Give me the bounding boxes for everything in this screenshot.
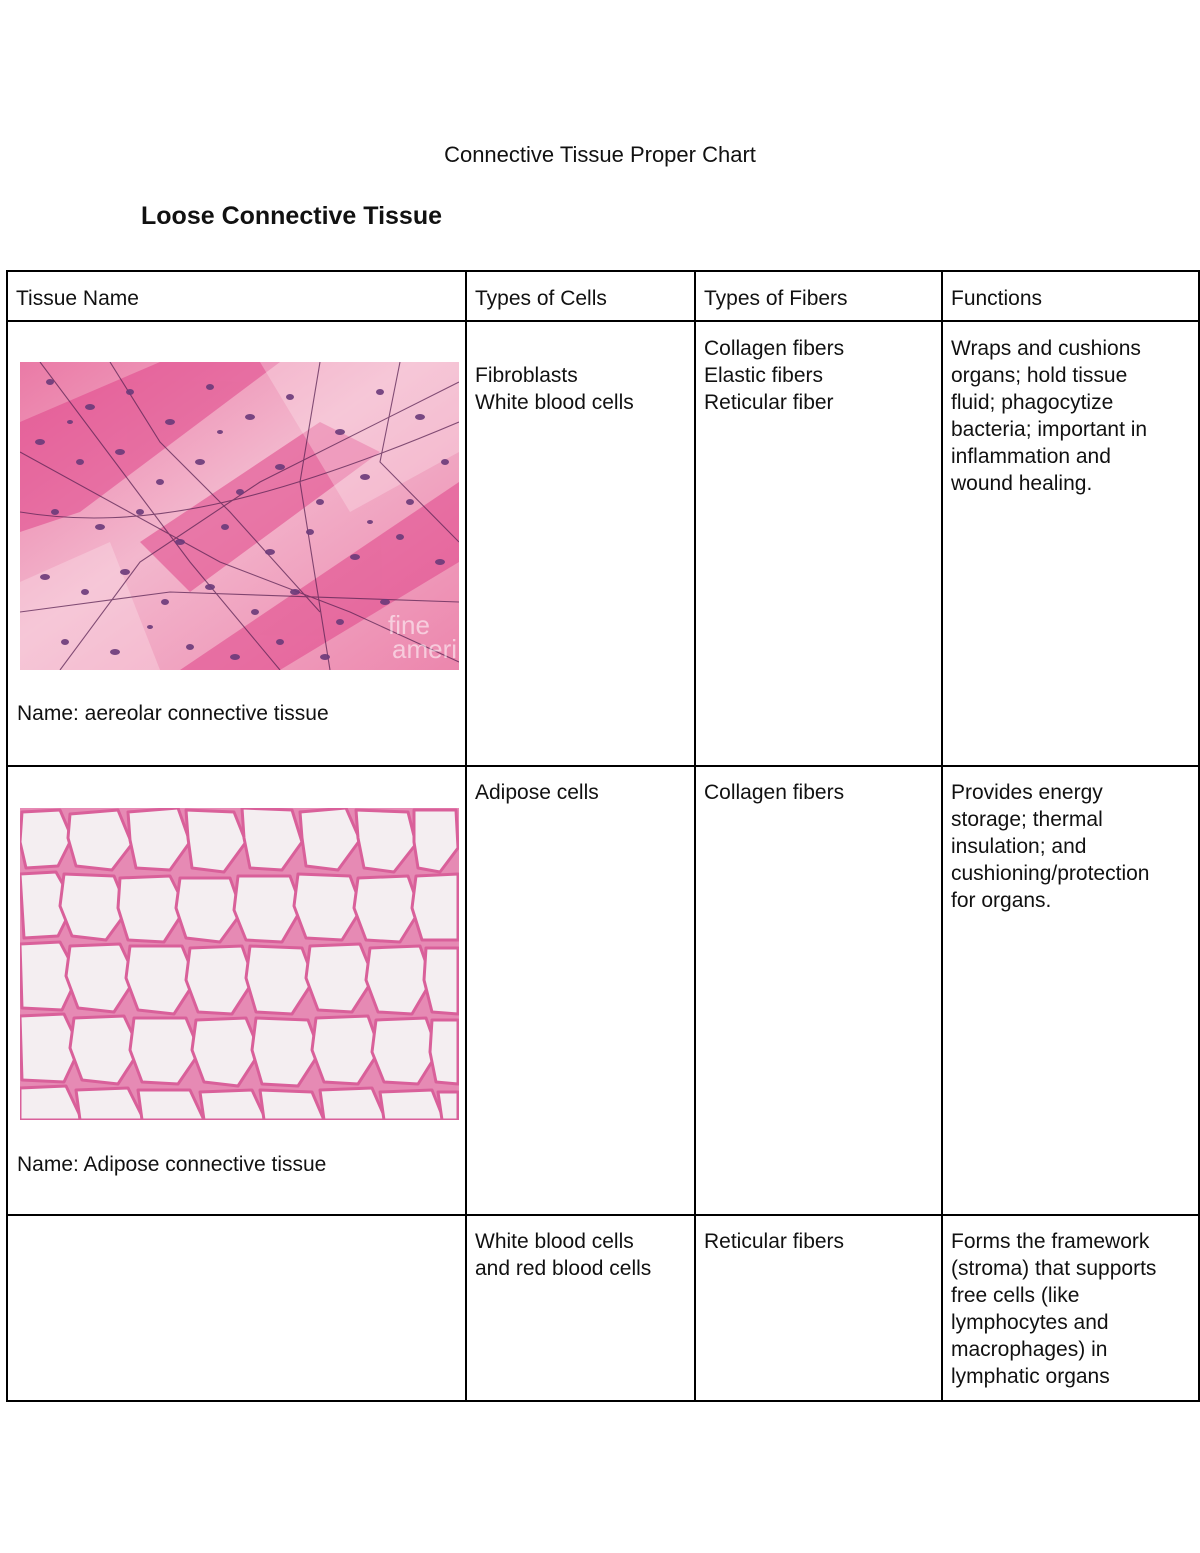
functions-cell xyxy=(942,766,1199,1215)
section-heading: Loose Connective Tissue xyxy=(141,202,443,230)
function-line: bacteria; important in xyxy=(951,418,1148,441)
watermark-text-2: ameri xyxy=(392,634,458,664)
tissue-name-cell xyxy=(7,321,466,766)
cell-type-item: White blood cells xyxy=(475,391,634,414)
cell-types-cell xyxy=(466,766,695,1215)
header-tissue-name: Tissue Name xyxy=(7,271,466,321)
fiber-type-item: Collagen fibers xyxy=(704,781,845,804)
function-line: lymphocytes and xyxy=(951,1311,1109,1334)
function-line: (stroma) that supports xyxy=(951,1257,1157,1280)
fiber-types-cell xyxy=(695,766,942,1215)
function-line: insulation; and xyxy=(951,835,1087,858)
table-header-row xyxy=(7,271,1199,321)
header-types-of-cells: Types of Cells xyxy=(466,271,695,321)
fiber-type-item: Reticular fiber xyxy=(704,391,834,414)
cell-type-item: and red blood cells xyxy=(475,1257,652,1280)
fiber-type-item: Elastic fibers xyxy=(704,364,824,387)
functions-cell xyxy=(942,1215,1199,1401)
header-functions: Functions xyxy=(942,271,1199,321)
fiber-type-item: Collagen fibers xyxy=(704,337,845,360)
tissue-chart-table xyxy=(6,270,1200,1402)
header-types-of-fibers: Types of Fibers xyxy=(695,271,942,321)
fiber-types-cell xyxy=(695,1215,942,1401)
function-line: fluid; phagocytize xyxy=(951,391,1114,414)
table-row-areolar xyxy=(7,321,1199,766)
function-line: free cells (like xyxy=(951,1284,1080,1307)
tissue-name-label: Name: aereolar connective tissue xyxy=(17,702,329,725)
functions-cell xyxy=(942,321,1199,766)
tissue-name-cell xyxy=(7,766,466,1215)
areolar-tissue-micrograph xyxy=(20,362,459,670)
function-line: Provides energy xyxy=(951,781,1103,804)
cell-type-item: White blood cells xyxy=(475,1230,634,1253)
function-line: for organs. xyxy=(951,889,1052,912)
function-line: wound healing. xyxy=(951,472,1093,495)
function-line: lymphatic organs xyxy=(951,1365,1110,1388)
watermark-text-1: fine xyxy=(388,610,430,640)
cell-types-cell xyxy=(466,1215,695,1401)
page-title: Connective Tissue Proper Chart xyxy=(444,142,756,167)
function-line: macrophages) in xyxy=(951,1338,1108,1361)
tissue-name-label: Name: Adipose connective tissue xyxy=(17,1153,327,1176)
function-line: storage; thermal xyxy=(951,808,1103,831)
fiber-types-cell xyxy=(695,321,942,766)
adipose-tissue-micrograph xyxy=(20,808,459,1120)
function-line: inflammation and xyxy=(951,445,1111,468)
fiber-type-item: Reticular fibers xyxy=(704,1230,845,1253)
table-row-reticular xyxy=(7,1215,1199,1401)
tissue-name-cell xyxy=(7,1215,466,1401)
function-line: Forms the framework xyxy=(951,1230,1150,1253)
table-row-adipose xyxy=(7,766,1199,1215)
cell-type-item: Adipose cells xyxy=(475,781,599,804)
cell-types-cell xyxy=(466,321,695,766)
cell-type-item: Fibroblasts xyxy=(475,364,578,387)
function-line: Wraps and cushions xyxy=(951,337,1141,360)
function-line: cushioning/protection xyxy=(951,862,1150,885)
function-line: organs; hold tissue xyxy=(951,364,1128,387)
